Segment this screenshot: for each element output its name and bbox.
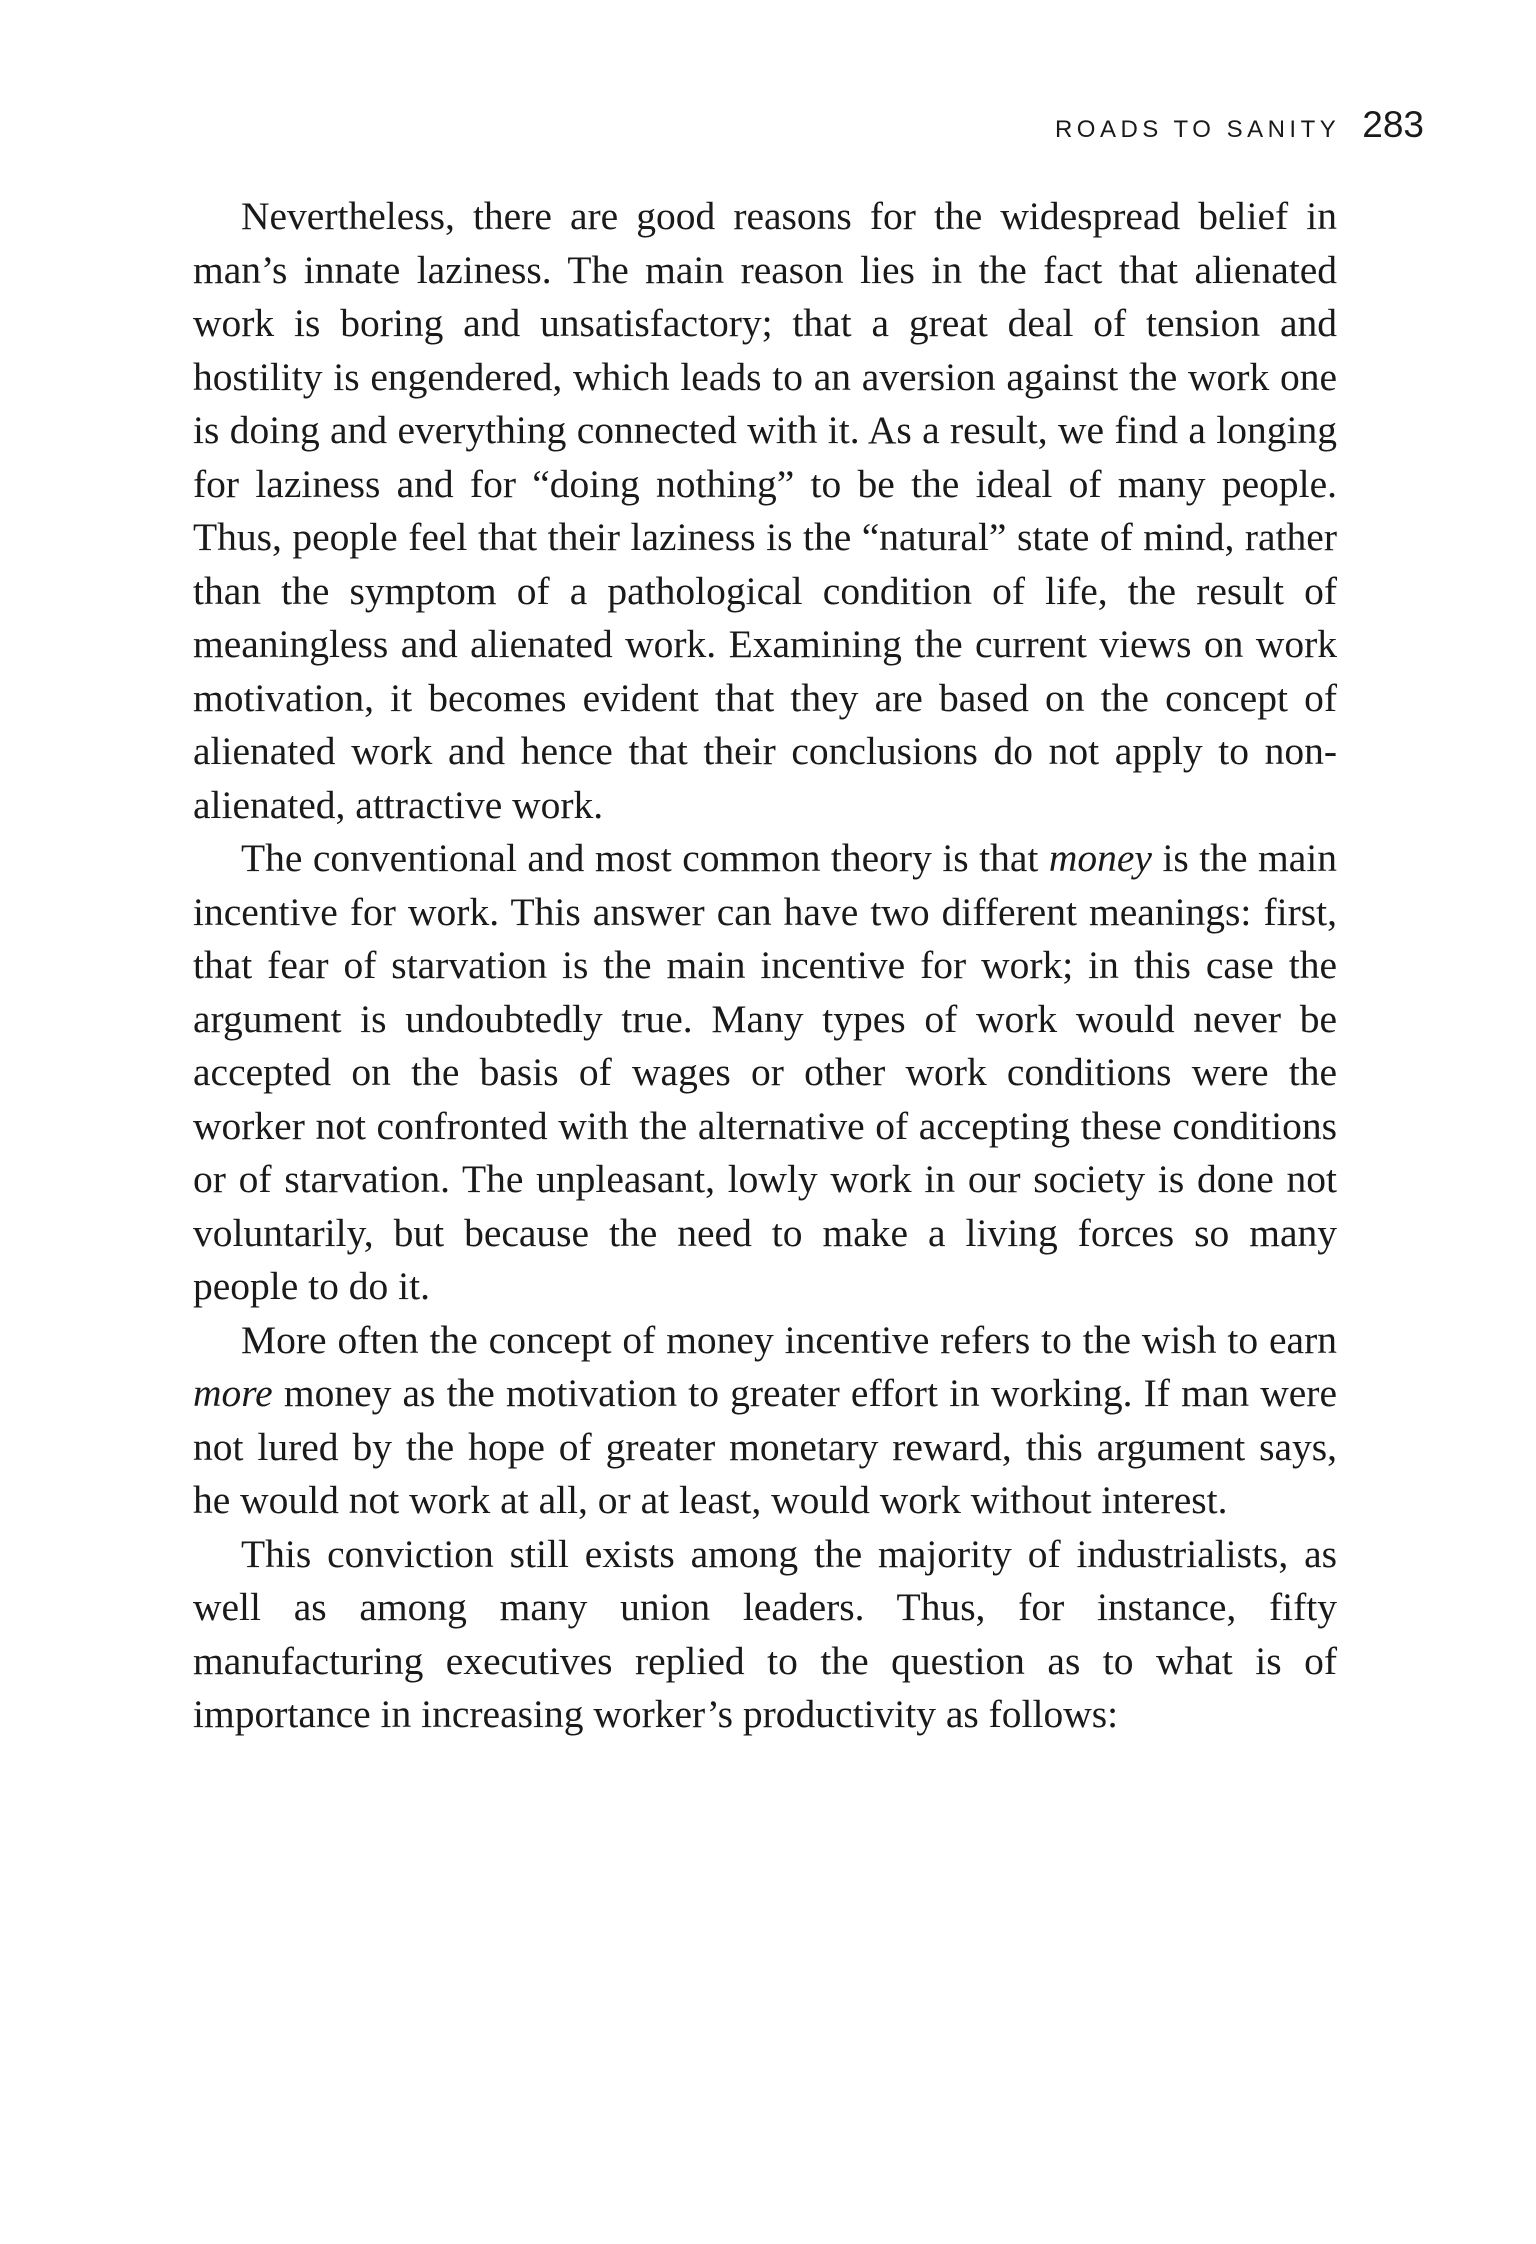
- running-title: ROADS TO SANITY: [1054, 116, 1341, 143]
- emphasis-money: money: [1048, 836, 1152, 880]
- running-head: [1055, 104, 1424, 146]
- paragraph-text: More often the concept of money incentive refers to the wish to earn: [241, 1317, 1337, 1362]
- paragraph-laziness: Nevertheless, there are good reasons for the widespread belief in man’s innate laziness. The main reason lies in the fact that alienated work is boring and unsatisfactory; that a great deal of tension and hostility is engendered, which leads to an aversion against the work one is doing and everything connected with it. As a result, we find a longing for laziness and for “doing nothing” to be the ideal of many people. Thus, people feel that their laziness is the “natural” state of mind, rather than the symptom of a pathological condition of life, the result of meaningless and alienated work. Examining the current views on work motivation, it becomes evident that they are based on the concept of alienated work and hence that their conclusions do not apply to non-alienated, attractive work.: [193, 194, 1337, 827]
- paragraph-conviction: This conviction still exists among the majority of industrialists, as well as among many union leaders. Thus, for instance, fifty manufacturing executives replied to the question as to what is of importance in increasing worker’s productivity as follows:: [193, 1531, 1337, 1736]
- paragraph-text: money as the motivation to greater effort in working. If man were not lured by the hope of greater monetary reward, this argument says, he would not work at all, or at least, would work without interest.: [193, 1371, 1337, 1522]
- paragraph-money-theory: [193, 832, 1337, 1314]
- page-number: 283: [1362, 104, 1424, 145]
- emphasis-more: more: [193, 1371, 273, 1415]
- paragraph-money-incentive: [193, 1314, 1337, 1528]
- body-text: [193, 190, 1337, 1742]
- paragraph-text: is the main incentive for work. This answer can have two different meanings: first, that fear of starvation is the main incentive for work; in this case the argument is undoubtedly true. Many types of work would never be accepted on the basis of wages or other work conditions were the worker not confronted with the alternative of accepting these conditions or of starvation. The unpleasant, lowly work in our society is done not voluntarily, but because the need to make a living forces so many people to do it.: [193, 836, 1338, 1308]
- paragraph-text: The conventional and most common theory is that: [241, 836, 1049, 880]
